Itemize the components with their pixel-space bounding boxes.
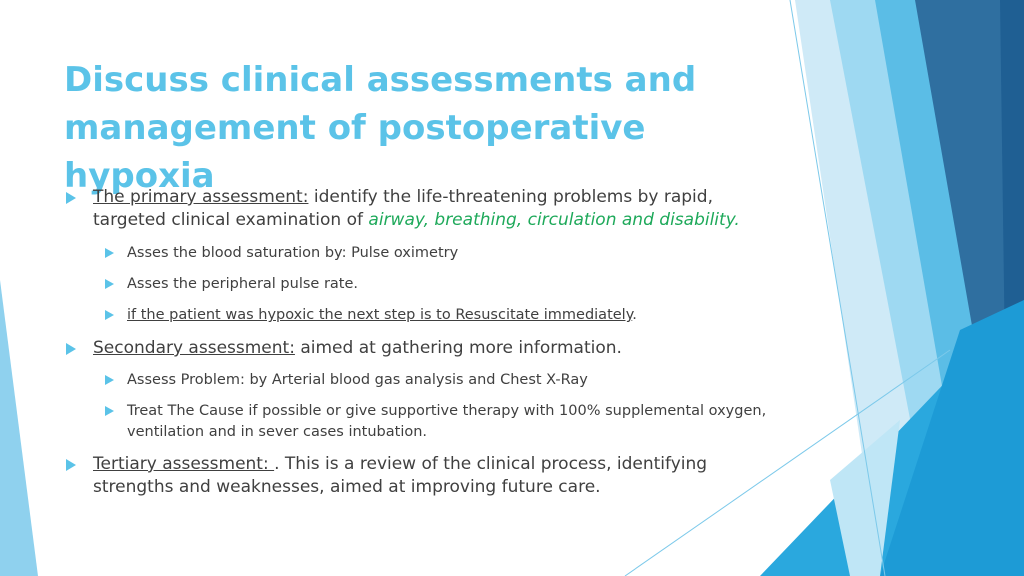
sub-bullet-text: Asses the peripheral pulse rate. [127,276,359,292]
sub-bullet-text: Treat The Cause if possible or give supportive therapy with 100% supplemental oxygen, ventilation and in sever cases intubation. [127,403,767,440]
bullet-text [93,453,773,499]
sub-bullet-text: Assess Problem: by Arterial blood gas analysis and Chest X-Ray [127,372,588,388]
bullet-lead: Tertiary assessment: [93,454,275,474]
bullet-arrow-icon [66,459,76,471]
resuscitate-end: . [632,307,637,323]
highlight-text: airway, breathing, circulation and disability. [368,210,740,230]
sub-bullet-arrow-icon [105,375,114,385]
resuscitate-text: if the patient was hypoxic the next step is to Resuscitate immediately [127,307,633,323]
bullet-body: aimed at gathering more information. [294,338,622,358]
bullet-arrow-icon [66,192,76,204]
sub-bullet-arrow-icon [105,279,114,289]
sub-bullet-text [127,305,767,326]
sub-bullet-arrow-icon [105,310,114,320]
sub-bullet-text: Asses the blood saturation by: Pulse oximetry [127,245,459,261]
bullet-text [93,186,773,232]
slide-title: Discuss clinical assessments and management of postoperative hypoxia [64,60,697,196]
bullet-body: identify the life-threatening problems by rapid, targeted clinical examination of [93,187,713,230]
sub-bullet-arrow-icon [105,248,114,258]
bullet-lead: Secondary assessment: [93,338,295,358]
bullet-text [93,337,773,360]
sub-bullet-arrow-icon [105,406,114,416]
bullet-arrow-icon [66,343,76,355]
bullet-body: . This is a review of the clinical process, identifying strengths and weaknesses, aimed at improving future care. [93,454,708,497]
bullet-lead: The primary assessment: [93,187,309,207]
